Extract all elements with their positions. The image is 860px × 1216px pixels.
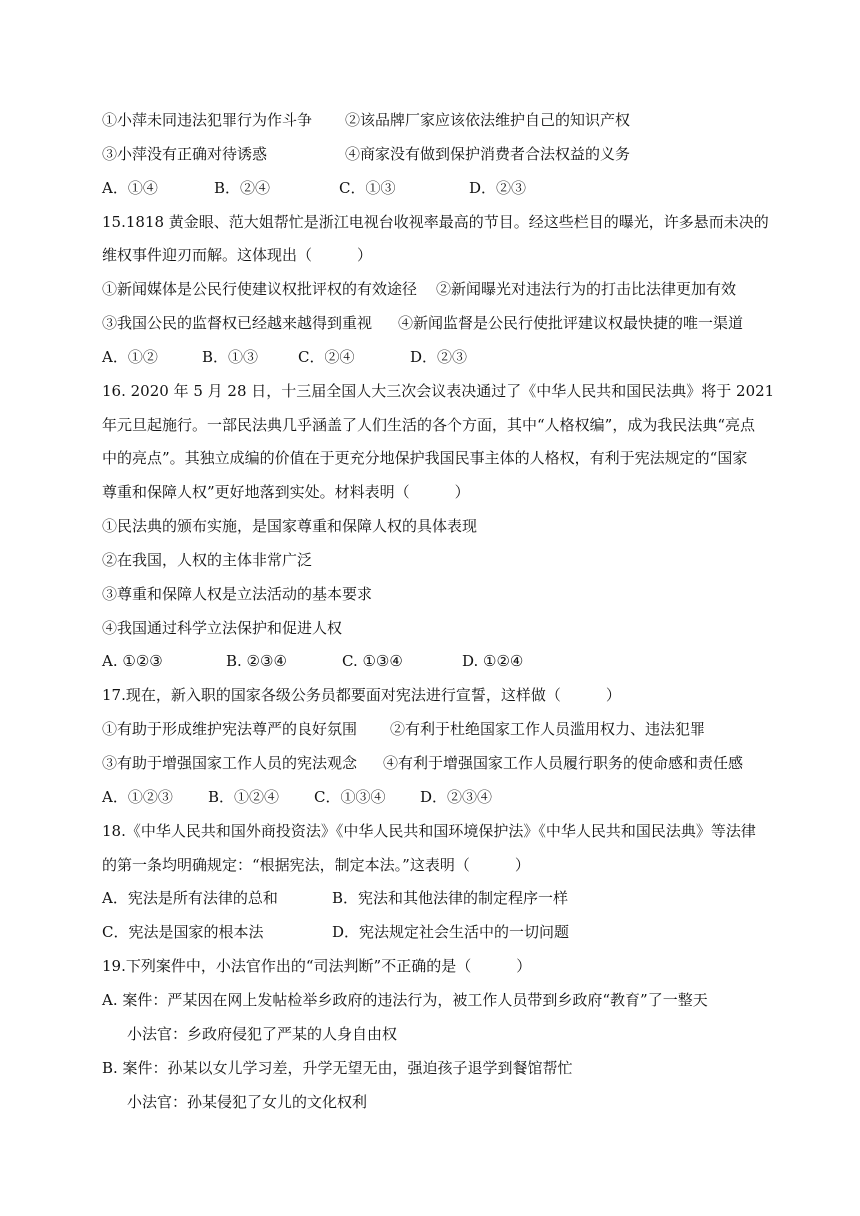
q16-stem-line-1: 16. 2020 年 5 月 28 日，十三届全国人大三次会议表决通过了《中华人民共和国民法典》将于 2021 <box>102 382 775 400</box>
q17-option-a: A．①②③ <box>102 788 173 806</box>
q16-stem-line-4: 尊重和保障人权”更好地落到实处。材料表明（ ） <box>102 483 470 501</box>
q16-option-a: A. ①②③ <box>102 652 163 670</box>
q19-stem: 19.下列案件中，小法官作出的“司法判断”不正确的是（ ） <box>102 957 532 975</box>
q16-option-c: C. ①③④ <box>342 652 403 670</box>
q17-statement-4: ④有利于增强国家工作人员履行职务的使命感和责任感 <box>383 754 744 772</box>
q15-statement-3: ③我国公民的监督权已经越来越得到重视 <box>102 314 373 332</box>
q18-option-c: C．宪法是国家的根本法 <box>102 923 264 941</box>
q16-option-d: D. ①②④ <box>462 652 524 670</box>
q16-statement-2: ②在我国，人权的主体非常广泛 <box>102 551 313 569</box>
q18-option-d: D．宪法规定社会生活中的一切问题 <box>332 923 570 941</box>
q14-option-c: C．①③ <box>339 179 396 197</box>
q18-option-a: A．宪法是所有法律的总和 <box>102 889 278 907</box>
q14-statement-2: ②该品牌厂家应该依法维护自己的知识产权 <box>345 111 631 129</box>
q16-stem-line-3: 中的亮点”。其独立成编的价值在于更充分地保护我国民事主体的人格权，有利于宪法规定的“国家 <box>102 449 748 467</box>
q16-option-b: B. ②③④ <box>226 652 287 670</box>
q15-statement-2: ②新闻曝光对违法行为的打击比法律更加有效 <box>436 280 737 298</box>
q15-option-a: A．①② <box>102 348 158 366</box>
q17-statement-2: ②有利于杜绝国家工作人员滥用权力、违法犯罪 <box>390 720 706 738</box>
q15-stem-line-1: 15.1818 黄金眼、范大姐帮忙是浙江电视台收视率最高的节目。经这些栏目的曝光，许多悬而未决的 <box>102 213 769 231</box>
q16-stem-line-2: 年元旦起施行。一部民法典几乎涵盖了人们生活的各个方面，其中“人格权编”，成为我民法典“亮点 <box>102 416 756 434</box>
q16-statement-1: ①民法典的颁布实施，是国家尊重和保障人权的具体表现 <box>102 517 478 535</box>
q18-stem-line-1: 18.《中华人民共和国外商投资法》《中华人民共和国环境保护法》《中华人民共和国民法典》等法律 <box>102 822 756 840</box>
q18-option-b: B．宪法和其他法律的制定程序一样 <box>332 889 569 907</box>
q18-stem-line-2: 的第一条均明确规定：“根据宪法，制定本法。”这表明（ ） <box>102 856 530 874</box>
q15-option-c: C．②④ <box>298 348 355 366</box>
q16-statement-4: ④我国通过科学立法保护和促进人权 <box>102 619 343 637</box>
q17-option-b: B．①②④ <box>208 788 280 806</box>
q17-option-d: D．②③④ <box>420 788 493 806</box>
q14-statement-1: ①小萍未同违法犯罪行为作斗争 <box>102 111 313 129</box>
q19-option-b-case: B. 案件：孙某以女儿学习差，升学无望无由，强迫孩子退学到餐馆帮忙 <box>102 1059 573 1077</box>
q14-option-b: B．②④ <box>214 179 271 197</box>
q14-statement-3: ③小萍没有正确对待诱惑 <box>102 145 268 163</box>
q19-option-a-judgement: 小法官：乡政府侵犯了严某的人身自由权 <box>127 1025 398 1043</box>
q15-statement-4: ④新闻监督是公民行使批评建议权最快捷的唯一渠道 <box>398 314 744 332</box>
q17-statement-1: ①有助于形成维护宪法尊严的良好氛围 <box>102 720 358 738</box>
q17-statement-3: ③有助于增强国家工作人员的宪法观念 <box>102 754 358 772</box>
q17-option-c: C．①③④ <box>314 788 386 806</box>
q14-option-a: A．①④ <box>102 179 158 197</box>
q14-option-d: D．②③ <box>469 179 527 197</box>
q19-option-b-judgement: 小法官：孙某侵犯了女儿的文化权利 <box>127 1093 368 1111</box>
q17-stem: 17.现在，新入职的国家各级公务员都要面对宪法进行宣誓，这样做（ ） <box>102 686 621 704</box>
q15-option-d: D．②③ <box>410 348 468 366</box>
q14-statement-4: ④商家没有做到保护消费者合法权益的义务 <box>345 145 631 163</box>
q15-statement-1: ①新闻媒体是公民行使建议权批评权的有效途径 <box>102 280 418 298</box>
q15-stem-line-2: 维权事件迎刃而解。这体现出（ ） <box>102 246 373 264</box>
q16-statement-3: ③尊重和保障人权是立法活动的基本要求 <box>102 585 373 603</box>
q19-option-a-case: A. 案件：严某因在网上发帖检举乡政府的违法行为，被工作人员带到乡政府“教育”了一整天 <box>102 991 708 1009</box>
q15-option-b: B．①③ <box>202 348 259 366</box>
